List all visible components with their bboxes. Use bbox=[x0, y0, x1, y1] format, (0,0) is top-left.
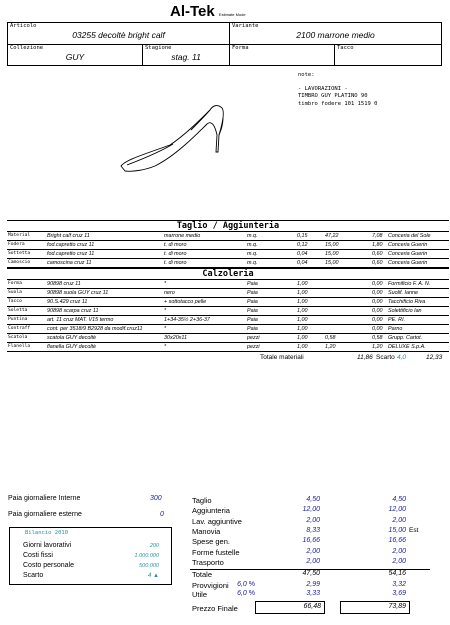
utile-label: Utile bbox=[192, 590, 208, 599]
note-line: TIMBRO GUY PLATINO 90 bbox=[298, 93, 368, 99]
cost-value-1[interactable]: 2,00 bbox=[306, 557, 320, 565]
note-line: - LAVORAZIONI - bbox=[298, 85, 348, 92]
material-desc-cell: cont. per 3518/9 B2928 da modif.cruz11 bbox=[47, 326, 143, 332]
material-cat-cell: Flanella bbox=[8, 344, 31, 349]
cost-label: Lav. aggiuntive bbox=[192, 516, 242, 526]
material-um-cell: Paia bbox=[247, 290, 258, 296]
material-tot-cell: 0,00 bbox=[372, 317, 383, 323]
material-col-cell: + sottotacco pelle bbox=[164, 299, 207, 305]
forma-cell bbox=[230, 45, 335, 66]
material-cat-cell: Soletta bbox=[8, 308, 28, 313]
brand-name: Al-Tek bbox=[170, 3, 215, 20]
material-tot-cell: 0,00 bbox=[372, 299, 383, 305]
material-cat-cell: Fodera bbox=[8, 242, 25, 247]
brand-title bbox=[170, 3, 246, 20]
material-row bbox=[7, 334, 449, 343]
paia-interne-label: Paia giornaliere Interne bbox=[8, 495, 81, 502]
paia-esterne-value[interactable]: 0 bbox=[160, 511, 164, 518]
material-sup-cell: PE. RI. bbox=[388, 317, 406, 323]
material-cat-cell: Forma bbox=[8, 281, 22, 286]
giorni-value[interactable]: 200 bbox=[149, 543, 159, 549]
variante-cell bbox=[230, 23, 442, 45]
material-tot-cell: 0,58 bbox=[372, 335, 383, 341]
material-col-cell: * bbox=[164, 344, 167, 350]
material-um-cell: Paia bbox=[247, 281, 258, 287]
giorni-label: Giorni lavorativi bbox=[23, 542, 72, 549]
material-col-cell: marrone medio bbox=[164, 233, 201, 239]
material-p-cell: 15,00 bbox=[325, 251, 339, 257]
utile-value-1: 3,33 bbox=[306, 590, 320, 597]
cost-label: Aggiunteria bbox=[192, 506, 230, 516]
provvigioni-value-1: 2,99 bbox=[306, 581, 320, 588]
cost-value-2[interactable]: 2,00 bbox=[392, 516, 406, 524]
costi-fissi-label: Costi fissi bbox=[23, 552, 53, 559]
material-p-cell: 47,22 bbox=[325, 233, 339, 239]
material-tot-cell: 0,00 bbox=[372, 290, 383, 296]
bilancio-scarto-label: Scarto bbox=[23, 572, 44, 579]
calzoleria-rows bbox=[7, 280, 449, 352]
material-um-cell: m.q. bbox=[247, 251, 258, 257]
cost-value-2[interactable]: 4,50 bbox=[392, 496, 406, 503]
material-sup-cell: DELUXE S.p.A. bbox=[388, 344, 426, 350]
articolo-value: 03255 decoltè bright calf bbox=[72, 30, 165, 40]
material-col-cell: t. di moro bbox=[164, 251, 187, 257]
material-desc-cell: 90898 suola GUY cruz 11 bbox=[47, 290, 109, 296]
prezzo-finale-box-2 bbox=[340, 601, 410, 614]
utile-pct[interactable]: 6,0 % bbox=[237, 590, 255, 597]
material-q-cell: 1,00 bbox=[297, 308, 308, 314]
material-col-cell: * bbox=[164, 308, 167, 314]
material-desc-cell: fod.capretto cruz 11 bbox=[47, 242, 95, 248]
variante-value: 2100 marrone medio bbox=[296, 30, 375, 40]
material-row bbox=[7, 307, 449, 316]
material-q-cell: 0,04 bbox=[297, 260, 308, 266]
collezione-cell bbox=[8, 45, 143, 66]
material-tot-cell: 0,60 bbox=[372, 251, 383, 257]
material-desc-cell: scatola GUY decoltè bbox=[47, 335, 97, 341]
material-row bbox=[7, 289, 449, 298]
material-p-cell: 0,58 bbox=[325, 335, 336, 341]
material-desc-cell: Bright calf cruz 11 bbox=[47, 233, 90, 239]
cost-label: Taglio bbox=[192, 496, 212, 505]
materials-area bbox=[7, 220, 449, 355]
scarto-value: 4,0 bbox=[397, 354, 407, 361]
forma-label: Forma bbox=[232, 45, 249, 51]
provvigioni-label: Provvigioni bbox=[192, 581, 229, 590]
collezione-value: GUY bbox=[65, 52, 85, 62]
cost-value-1[interactable]: 4,50 bbox=[306, 496, 320, 503]
material-col-cell: * bbox=[164, 326, 167, 332]
material-q-cell: 0,15 bbox=[297, 233, 308, 239]
material-cat-cell: Sottetta bbox=[8, 251, 31, 256]
cost-value-1[interactable]: 2,00 bbox=[306, 547, 320, 555]
material-sup-cell: Parno bbox=[388, 326, 403, 332]
prezzo-finale-value-1: 66,48 bbox=[303, 603, 321, 610]
material-tot-cell: 0,00 bbox=[372, 326, 383, 332]
material-q-cell: 1,00 bbox=[297, 317, 308, 323]
material-desc-cell: flanella GUY decoltè bbox=[47, 344, 97, 350]
utile-value-2: 3,69 bbox=[392, 590, 406, 597]
material-col-cell: nero bbox=[164, 290, 175, 296]
material-desc-cell: art. 11 cruz MAT. V15 termo bbox=[47, 317, 114, 323]
cost-value-1[interactable]: 8,33 bbox=[306, 526, 320, 534]
paia-esterne-label: Paia giornaliere esterne bbox=[8, 511, 82, 518]
material-tot-cell: 0,00 bbox=[372, 281, 383, 287]
paia-interne-value[interactable]: 300 bbox=[150, 495, 162, 502]
note-line: timbro fodere 101 1519 0 bbox=[298, 100, 378, 107]
material-col-cell: t. di moro bbox=[164, 242, 187, 248]
material-row bbox=[7, 241, 449, 250]
cost-value-2[interactable]: 16,66 bbox=[388, 537, 406, 545]
scarto-label: Scarto bbox=[376, 354, 395, 361]
material-q-cell: 1,00 bbox=[297, 335, 308, 341]
cost-value-1[interactable]: 16,66 bbox=[302, 537, 320, 545]
material-row bbox=[7, 325, 449, 334]
bilancio-title: Bilancio 2010 bbox=[25, 530, 69, 536]
costo-personale-value[interactable]: 500.000 bbox=[139, 563, 159, 569]
cost-value-2[interactable]: 2,00 bbox=[392, 547, 406, 555]
material-col-cell: 1+34-35½ 2+36-37 bbox=[164, 317, 210, 323]
material-tot-cell: 7,08 bbox=[372, 233, 383, 239]
collezione-label: Collezione bbox=[10, 45, 44, 51]
variante-label: Variante bbox=[232, 23, 259, 29]
material-sup-cell: Solettificio Ian bbox=[388, 308, 422, 314]
material-desc-cell: 90898 scarpa cruz 11 bbox=[47, 308, 99, 314]
material-q-cell: 1,00 bbox=[297, 344, 308, 350]
material-tot-cell: 0,00 bbox=[372, 308, 383, 314]
stagione-label: Stagione bbox=[145, 45, 172, 51]
prezzo-finale-box-1 bbox=[255, 601, 325, 614]
material-cat-cell: Material bbox=[8, 233, 31, 238]
material-q-cell: 0,12 bbox=[297, 242, 308, 248]
tacco-label: Tacco bbox=[337, 45, 354, 51]
stagione-cell bbox=[143, 45, 230, 66]
material-q-cell: 1,00 bbox=[297, 290, 308, 296]
cost-extra-label: Est bbox=[409, 526, 419, 534]
notes-title: note: bbox=[298, 72, 315, 78]
stagione-value: stag. 11 bbox=[171, 52, 201, 62]
material-um-cell: m.q. bbox=[247, 233, 258, 239]
cost-label: Trasporto bbox=[192, 557, 224, 567]
material-col-cell: t. di moro bbox=[164, 260, 187, 266]
material-um-cell: Paia bbox=[247, 326, 258, 332]
totale-finale-value: 12,33 bbox=[426, 354, 443, 361]
material-sup-cell: Conceria Guerin bbox=[388, 260, 428, 266]
tacco-cell bbox=[335, 45, 442, 66]
material-sup-cell: Conceria del Sole bbox=[388, 233, 431, 239]
provvigioni-pct[interactable]: 6,0 % bbox=[237, 581, 255, 588]
material-q-cell: 1,00 bbox=[297, 299, 308, 305]
bilancio-scarto-value[interactable]: 4 ▲ bbox=[148, 573, 159, 579]
material-row bbox=[7, 259, 449, 268]
taglio-rows bbox=[7, 232, 449, 268]
material-p-cell: 15,00 bbox=[325, 242, 339, 248]
material-p-cell: 15,00 bbox=[325, 260, 339, 266]
material-row bbox=[7, 280, 449, 289]
material-col-cell: 30x20x11 bbox=[164, 335, 187, 341]
totale-label: Totale bbox=[192, 570, 213, 579]
costi-fissi-value[interactable]: 1.000.000 bbox=[134, 553, 159, 559]
material-desc-cell: 90898 cruz 11 bbox=[47, 281, 81, 287]
material-row bbox=[7, 316, 449, 325]
brand-subtitle: Estimate Mode bbox=[218, 12, 246, 17]
material-sup-cell: Formificio F. A. N. bbox=[388, 281, 431, 287]
material-sup-cell: Conceria Guerin bbox=[388, 251, 428, 257]
material-sup-cell: Suolif. Ianne bbox=[388, 290, 418, 296]
provvigioni-value-2: 3,32 bbox=[392, 581, 406, 588]
material-tot-cell: 1,80 bbox=[372, 242, 383, 248]
cost-value-1[interactable]: 12,00 bbox=[302, 506, 320, 514]
cost-label: Spese gen. bbox=[192, 537, 230, 547]
material-cat-cell: Contraff bbox=[8, 326, 31, 331]
totale-materiali-label: Totale materiali bbox=[260, 354, 304, 361]
material-sup-cell: Conceria Guerin bbox=[388, 242, 428, 248]
material-um-cell: Paia bbox=[247, 308, 258, 314]
material-col-cell: * bbox=[164, 281, 167, 287]
cost-value-2[interactable]: 2,00 bbox=[392, 557, 406, 565]
material-cat-cell: Suola bbox=[8, 290, 22, 295]
material-desc-cell: camoscina cruz 11 bbox=[47, 260, 92, 266]
cost-value-1[interactable]: 2,00 bbox=[306, 516, 320, 524]
material-um-cell: pezzi bbox=[247, 344, 260, 350]
cost-label: Forme fustelle bbox=[192, 547, 240, 557]
material-cat-cell: Scatola bbox=[8, 335, 28, 340]
material-row bbox=[7, 298, 449, 307]
totale-materiali-value: 11,86 bbox=[357, 354, 373, 361]
material-tot-cell: 1,20 bbox=[372, 344, 383, 350]
material-q-cell: 1,00 bbox=[297, 281, 308, 287]
cost-value-2[interactable]: 12,00 bbox=[388, 506, 406, 514]
prezzo-finale-value-2: 73,89 bbox=[388, 603, 406, 610]
material-um-cell: m.q. bbox=[247, 242, 258, 248]
notes-block bbox=[298, 72, 377, 108]
material-q-cell: 0,04 bbox=[297, 251, 308, 257]
material-um-cell: pezzi bbox=[247, 335, 260, 341]
totale-value-2: 54,16 bbox=[388, 570, 406, 577]
material-um-cell: Paia bbox=[247, 317, 258, 323]
material-sup-cell: Grupp. Cartot. bbox=[388, 335, 423, 341]
totale-value-1: 47,50 bbox=[302, 570, 320, 577]
material-row bbox=[7, 250, 449, 259]
cost-label: Manovia bbox=[192, 526, 221, 536]
articolo-cell bbox=[8, 23, 230, 45]
material-um-cell: m.q. bbox=[247, 260, 258, 266]
material-row bbox=[7, 232, 449, 241]
article-header-table bbox=[7, 22, 442, 66]
material-p-cell: 1,20 bbox=[325, 344, 336, 350]
material-cat-cell: Camoscio bbox=[8, 260, 31, 265]
material-desc-cell: fod.capretto cruz 11 bbox=[47, 251, 95, 257]
material-cat-cell: Tacco bbox=[8, 299, 22, 304]
material-row bbox=[7, 343, 449, 352]
articolo-label: Articolo bbox=[10, 23, 37, 29]
prezzo-finale-label: Prezzo Finale bbox=[192, 604, 238, 613]
cost-value-2[interactable]: 15,00 bbox=[388, 526, 406, 534]
material-cat-cell: Puntina bbox=[8, 317, 28, 322]
shoe-sketch-image bbox=[115, 90, 235, 180]
material-desc-cell: 90.S.429 cruz 11 bbox=[47, 299, 88, 305]
material-q-cell: 1,00 bbox=[297, 326, 308, 332]
costo-personale-label: Costo personale bbox=[23, 562, 74, 569]
material-um-cell: Paia bbox=[247, 299, 258, 305]
material-tot-cell: 0,60 bbox=[372, 260, 383, 266]
cost-summary bbox=[190, 494, 445, 624]
bilancio-box bbox=[9, 527, 172, 585]
section-title-taglio: Taglio / Aggiunteria bbox=[7, 220, 449, 232]
material-sup-cell: Tacchificio Riva bbox=[388, 299, 426, 305]
section-title-calzoleria: Calzoleria bbox=[7, 268, 449, 280]
